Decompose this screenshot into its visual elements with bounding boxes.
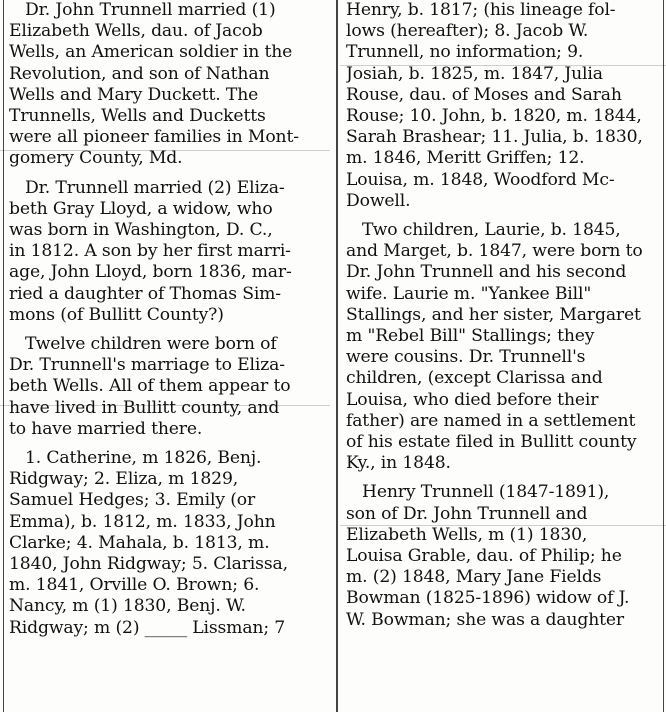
scan-artifact-line bbox=[340, 525, 666, 526]
scan-artifact-line bbox=[0, 405, 330, 406]
left-border-rule bbox=[3, 0, 4, 712]
scan-artifact-line bbox=[0, 150, 330, 151]
left-column bbox=[9, 0, 325, 712]
right-column bbox=[346, 0, 658, 712]
paragraph-children-list-continued: Henry, b. 1817; (his lineage fol- lows (hereafter); 8. Jacob W. Trunnell, no information; 9. Josiah, b. 1825, m. 1847, Julia Rouse, dau. of Moses and Sarah Rouse; 10. John, b. 1820, m. 1844, Sarah Brashear; 11. Julia, b. 1830, m. 1846, Meritt Griffen; 12. Louisa, m. 1848, Woodford Mc- Dowell. bbox=[346, 0, 643, 211]
paragraph-henry-trunnell: Henry Trunnell (1847-1891), son of Dr. John Trunnell and Elizabeth Wells, m (1) 1830, Louisa Grable, dau. of Philip; he m. (2) 1848, Mary Jane Fields Bowman (1825-1896) widow of J. W. Bowman; she was a daughter bbox=[346, 482, 630, 630]
paragraph-second-marriage: Dr. Trunnell married (2) Eliza- beth Gray Lloyd, a widow, who was born in Washington, D. C., in 1812. A son by her first marri- age, John Lloyd, born 1836, mar- ried a daughter of Thomas Sim- mons (of Bullitt County?) bbox=[9, 177, 292, 325]
scan-artifact-line bbox=[340, 65, 666, 66]
paragraph-second-wife-children: Two children, Laurie, b. 1845, and Marget, b. 1847, were born to Dr. John Trunnell and his second wife. Laurie m. "Yankee Bill" Stallings, and her sister, Margaret m "Rebel Bill" Stallings; they were cousins. Dr. Trunnell's children, (except Clarissa and Louisa, who died before their father) are named in a settlement of his estate filed in Bullitt county Ky., in 1848. bbox=[346, 220, 643, 474]
paragraph-children-list: 1. Catherine, m 1826, Benj. Ridgway; 2. Eliza, m 1829, Samuel Hedges; 3. Emily (or Emma), b. 1812, m. 1833, John Clarke; 4. Mahala, b. 1813, m. 1840, John Ridgway; 5. Clarissa, m. 1841, Orville O. Brown; 6. Nancy, m (1) 1830, Benj. W. Ridgway; m (2) _____ Lissman; 7 bbox=[9, 448, 288, 638]
paragraph-twelve-children: Twelve children were born of Dr. Trunnell's marriage to Eliza- beth Wells. All of them appear to have lived in Bullitt county, and to have married there. bbox=[9, 334, 291, 439]
paragraph-first-marriage: Dr. John Trunnell married (1) Elizabeth Wells, dau. of Jacob Wells, an American soldier in the Revolution, and son of Nathan Wells and Mary Duckett. The Trunnells, Wells and Ducketts were all pioneer families in Mont- gomery County, Md. bbox=[9, 0, 299, 169]
column-divider-rule bbox=[336, 0, 338, 712]
right-border-rule bbox=[663, 0, 664, 712]
